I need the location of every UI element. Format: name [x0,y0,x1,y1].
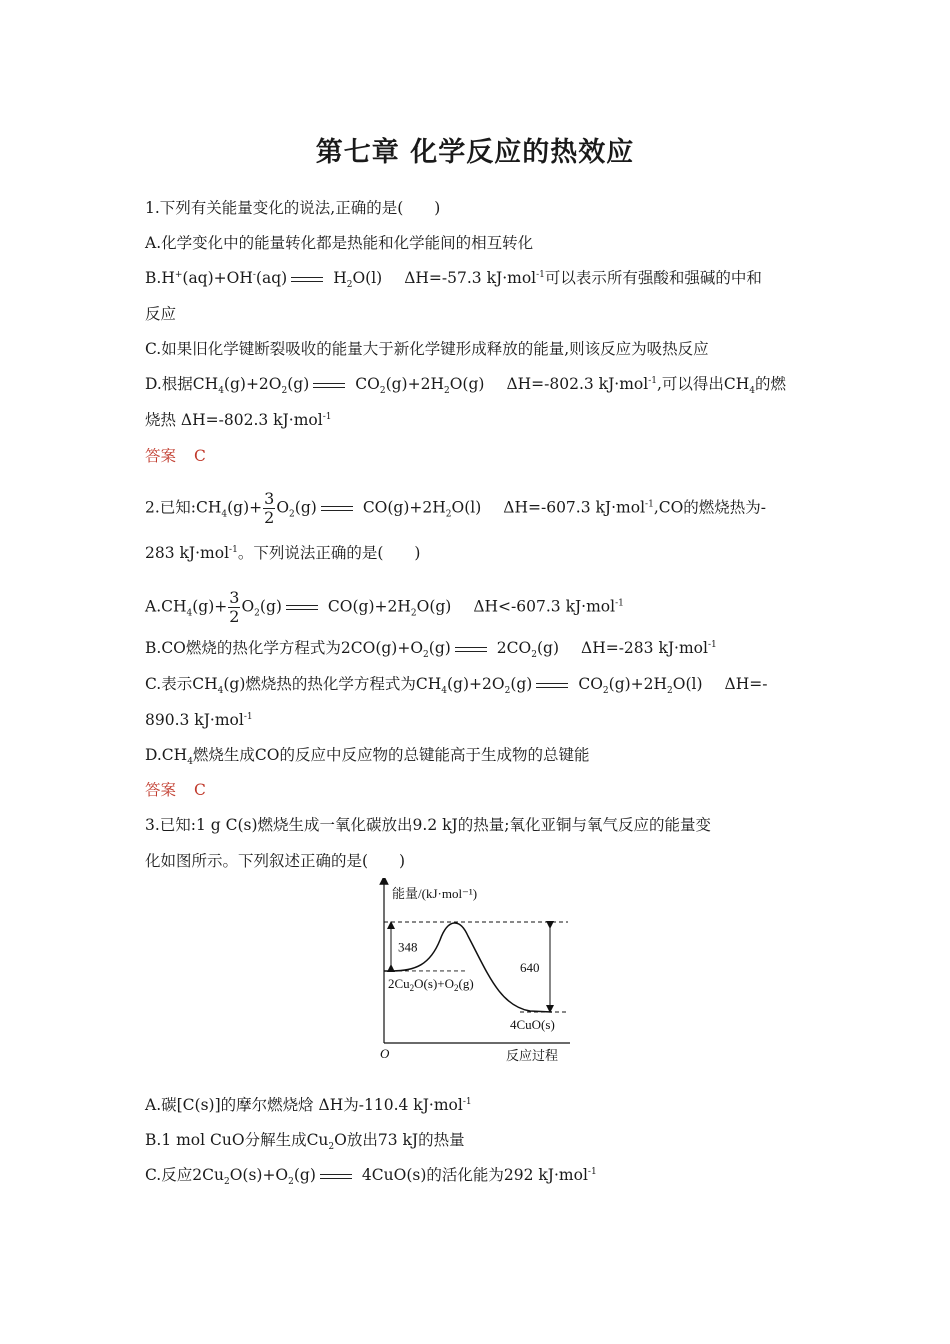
fraction-three-halves: $\frac{3}{2}$ [264,489,275,527]
page-title: 第七章 化学反应的热效应 [315,137,635,168]
equals-arrow-icon [455,647,487,652]
q2-option-d: $D.CH_4$燃烧生成CO的反应中反应物的总键能高于生成物的总键能 [145,746,590,768]
equals-arrow-icon [321,506,353,511]
q2-option-c: C.表示$CH_4(g)$燃烧热的热化学方程式为$CH_4(g)+2O_2(g)$ $CO_2(g)+2H_2O(l)$ ΔH=- [145,675,768,697]
equals-arrow-icon [313,383,345,388]
q1-answer: 答案 C [145,447,206,465]
q2-option-b: B.CO燃烧的热化学方程式为$2CO(g)+O_2(g)$ $2CO_2(g)$ ΔH=-283 kJ·mol$^{-1}$ [145,639,717,661]
q1-option-c: C.如果旧化学键断裂吸收的能量大于新化学键形成释放的能量,则该反应为吸热反应 [145,340,709,358]
q3-stem: 3.已知:1 g C(s)燃烧生成一氧化碳放出9.2 kJ的热量;氧化亚铜与氧气反应的能量变 [145,816,711,834]
q2-stem-cont: 283 kJ·mol$^{-1}$。下列说法正确的是( ) [145,544,421,562]
q1-option-a: A.化学变化中的能量转化都是热能和化学能间的相互转化 [145,234,534,252]
reactant-label: $2Cu_2O(s)+O_2(g)$ [388,975,474,993]
q1-option-d-cont: 烧热 ΔH=-802.3 kJ·mol$^{-1}$ [145,411,332,429]
q1-stem: 1.下列有关能量变化的说法,正确的是( ) [145,199,441,217]
q2-answer: 答案 C [145,781,206,799]
q3-option-b: B.1 mol CuO分解生成$Cu_2O$放出73 kJ的热量 [145,1131,465,1153]
equals-arrow-icon [320,1174,352,1179]
q3-stem-cont: 化如图所示。下列叙述正确的是( ) [145,852,406,870]
y-axis-label: 能量/(kJ·mol⁻¹) [392,886,478,901]
q3-option-a: A.碳[C(s)]的摩尔燃烧焓 ΔH为-110.4 kJ·mol$^{-1}$ [145,1096,472,1114]
q1-option-b-cont: 反应 [145,305,177,323]
origin-label: O [380,1046,390,1061]
energy-diagram [370,878,590,1068]
q1-option-d: D.根据$CH_4(g)+2O_2(g)$ $CO_2(g)+2H_2O(g)$ ΔH=-802.3 kJ·mol$^{-1}$,可以得出$CH_4$的燃 [145,375,787,397]
activation-label: 348 [398,939,418,955]
q2-option-c-cont: 890.3 kJ·mol$^{-1}$ [145,711,253,729]
q2-stem: 2.已知$:CH_4(g)+$ $\frac{3}{2}$ $O_2(g)$ $CO(g)+2H_2O(l)$ ΔH=-607.3 kJ·mol$^{-1}$,CO的燃烧热为- [145,489,767,527]
x-axis-label: 反应过程 [506,1048,559,1063]
equals-arrow-icon [291,277,323,282]
q2-option-a: $A.CH_4(g)+$ $\frac{3}{2}$ $O_2(g)$ $CO(g)+2H_2O(g)$ ΔH<-607.3 kJ·mol$^{-1}$ [145,588,624,626]
product-label: 4CuO(s) [510,1017,555,1032]
fraction-three-halves: $\frac{3}{2}$ [229,588,240,626]
equals-arrow-icon [536,683,568,688]
q3-option-c: C.反应$2Cu_2O(s)+O_2(g)$ 4CuO(s)的活化能为292 kJ·mol$^{-1}$ [145,1166,597,1188]
equals-arrow-icon [286,605,318,610]
q1-option-b: B.H+(aq)+OH-(aq) $H_2O(l)$ ΔH=-57.3 kJ·mol$^{-1}$可以表示所有强酸和强碱的中和 [145,269,762,291]
reverse-label: 640 [520,960,540,975]
